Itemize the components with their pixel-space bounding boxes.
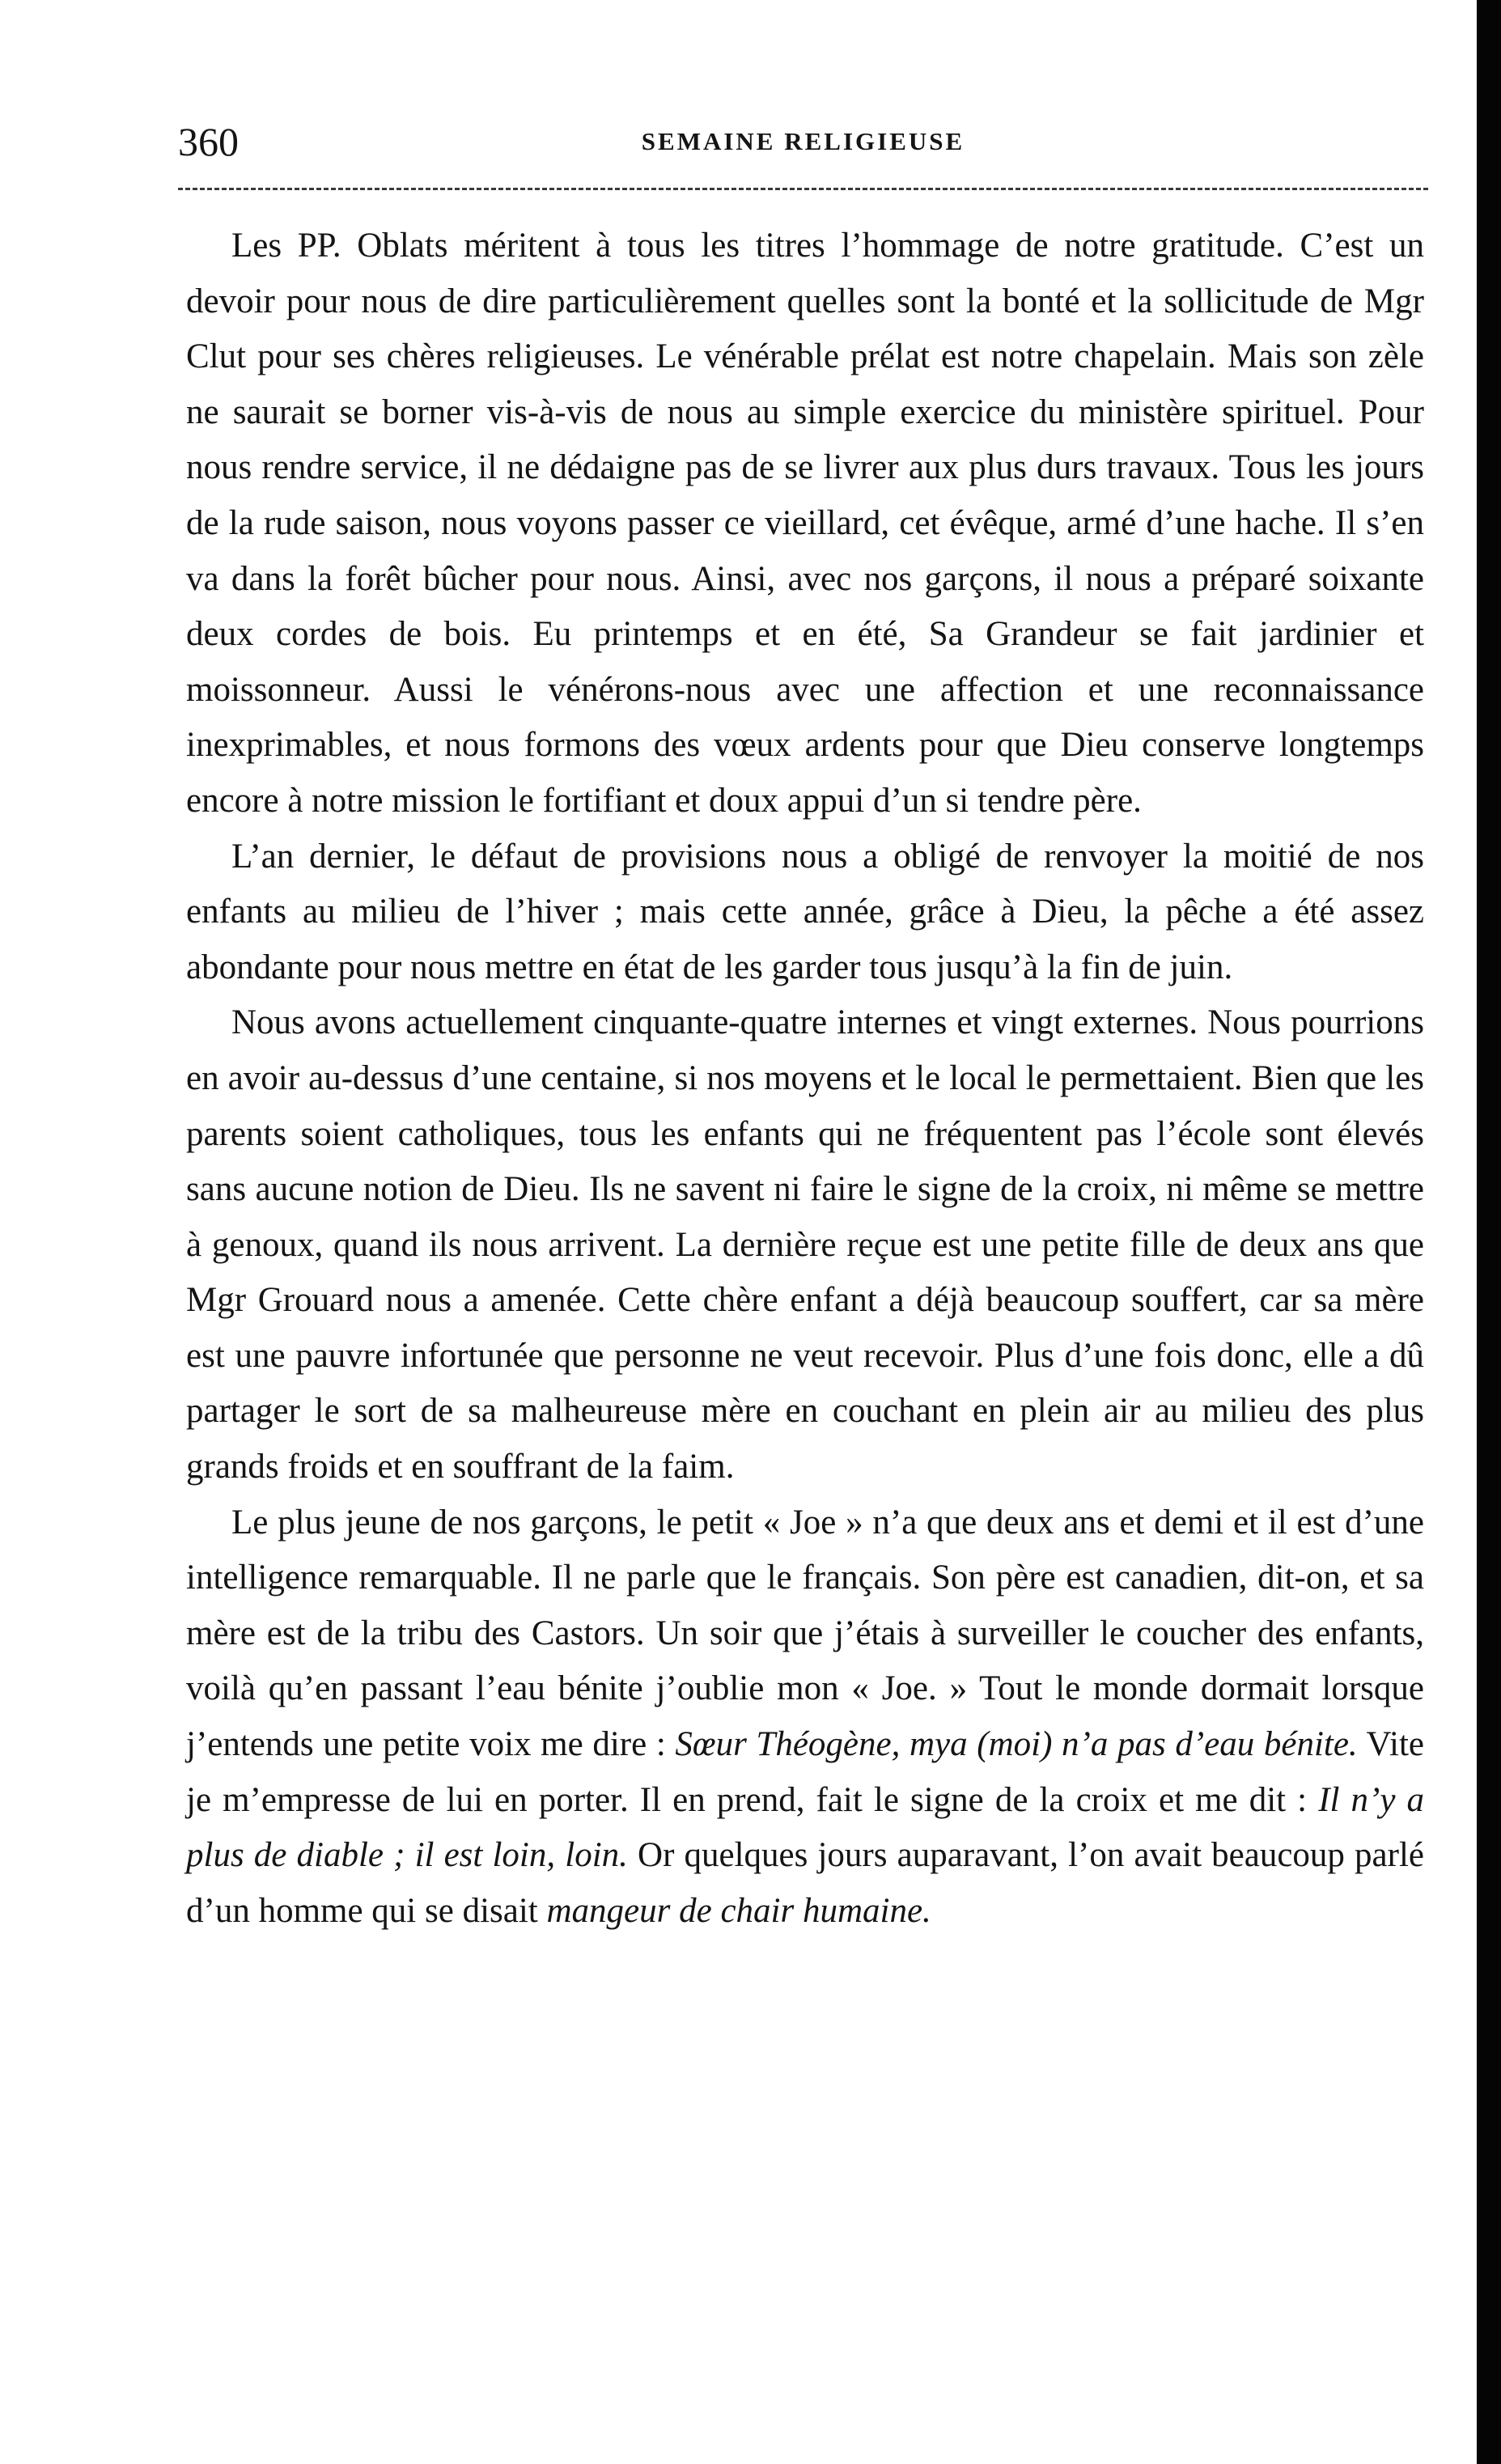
paragraph xyxy=(186,995,1424,1495)
text-segment: Vite je m’empresse de lui en porter. Il en prend, fait le signe de la croix et me dit : xyxy=(186,1725,1424,1819)
paragraph xyxy=(186,218,1424,829)
italic-quote: Sœur Théogène, mya (moi) n’a pas d’eau bénite. xyxy=(675,1725,1358,1764)
page-number: 360 xyxy=(178,119,239,164)
running-title: SEMAINE RELIGIEUSE xyxy=(641,127,965,155)
text-segment: Les PP. Oblats méritent à tous les titres l’hommage de notre gratitude. C’est un devoir pour nous de dire particulièrement quelles sont la bonté et la sollicitude de Mgr Clut pour ses chères religieuses. Le vénérable prélat est notre chapelain. Mais son zèle ne saurait se borner vis-à-vis de nous au simple exercice du ministère spirituel. Pour nous rendre service, il ne dédaigne pas de se livrer aux plus durs travaux. Tous les jours de la rude saison, nous voyons passer ce vieillard, cet évêque, armé d’une hache. Il s’en va dans la forêt bûcher pour nous. Ainsi, avec nos garçons, il nous a préparé soixante deux cordes de bois. Eu printemps et en été, Sa Grandeur se fait jardinier et moissonneur. Aussi le vénérons-nous avec une affection et une reconnaissance inexprimables, et nous formons des vœux ardents pour que Dieu conserve longtemps encore à notre mission le fortifiant et doux appui d’un si tendre père. xyxy=(186,227,1424,820)
text-segment: Nous avons actuellement cinquante-quatre internes et vingt externes. Nous pourrions en avoir au-dessus d’une centaine, si nos moyens et le local le permettaient. Bien que les parents soient catholiques, tous les enfants qui ne fréquentent pas l’école sont élevés sans aucune notion de Dieu. Ils ne savent ni faire le signe de la croix, ni même se mettre à genoux, quand ils nous arrivent. La dernière reçue est une petite fille de deux ans que Mgr Grouard nous a amenée. Cette chère enfant a déjà beaucoup souffert, car sa mère est une pauvre infortunée que personne ne veut recevoir. Plus d’une fois donc, elle a dû partager le sort de sa malheureuse mère en couchant en plein air au milieu des plus grands froids et en souffrant de la faim. xyxy=(186,1003,1424,1486)
italic-quote: Il n’y a plus de diable ; il est loin, loin. xyxy=(186,1780,1424,1875)
page-header xyxy=(178,113,1428,170)
text-segment: Le plus jeune de nos garçons, le petit « Joe » n’a que deux ans et demi et il est d’une intelligence remarquable. Il ne parle que le français. Son père est canadien, dit-on, et sa mère est de la tribu des Castors. Un soir que j’étais à surveiller le coucher des enfants, voilà qu’en passant l’eau bénite j’oublie mon « Joe. » Tout le monde dormait lorsque j’entends une petite voix me dire : xyxy=(186,1503,1424,1764)
header-rule xyxy=(178,188,1428,190)
text-segment: L’an dernier, le défaut de provisions nous a obligé de renvoyer la moitié de nos enfants au milieu de l’hiver ; mais cette année, grâce à Dieu, la pêche a été assez abondante pour nous mettre en état de les garder tous jusqu’à la fin de juin. xyxy=(186,837,1424,986)
body-text xyxy=(186,218,1424,1939)
paragraph xyxy=(186,829,1424,996)
italic-quote: mangeur de chair humaine. xyxy=(546,1891,931,1930)
paragraph xyxy=(186,1495,1424,1940)
text-segment: Or quelques jours auparavant, l’on avait beaucoup parlé d’un homme qui se disait xyxy=(186,1836,1424,1930)
page-edge-shadow xyxy=(1477,0,1501,2464)
